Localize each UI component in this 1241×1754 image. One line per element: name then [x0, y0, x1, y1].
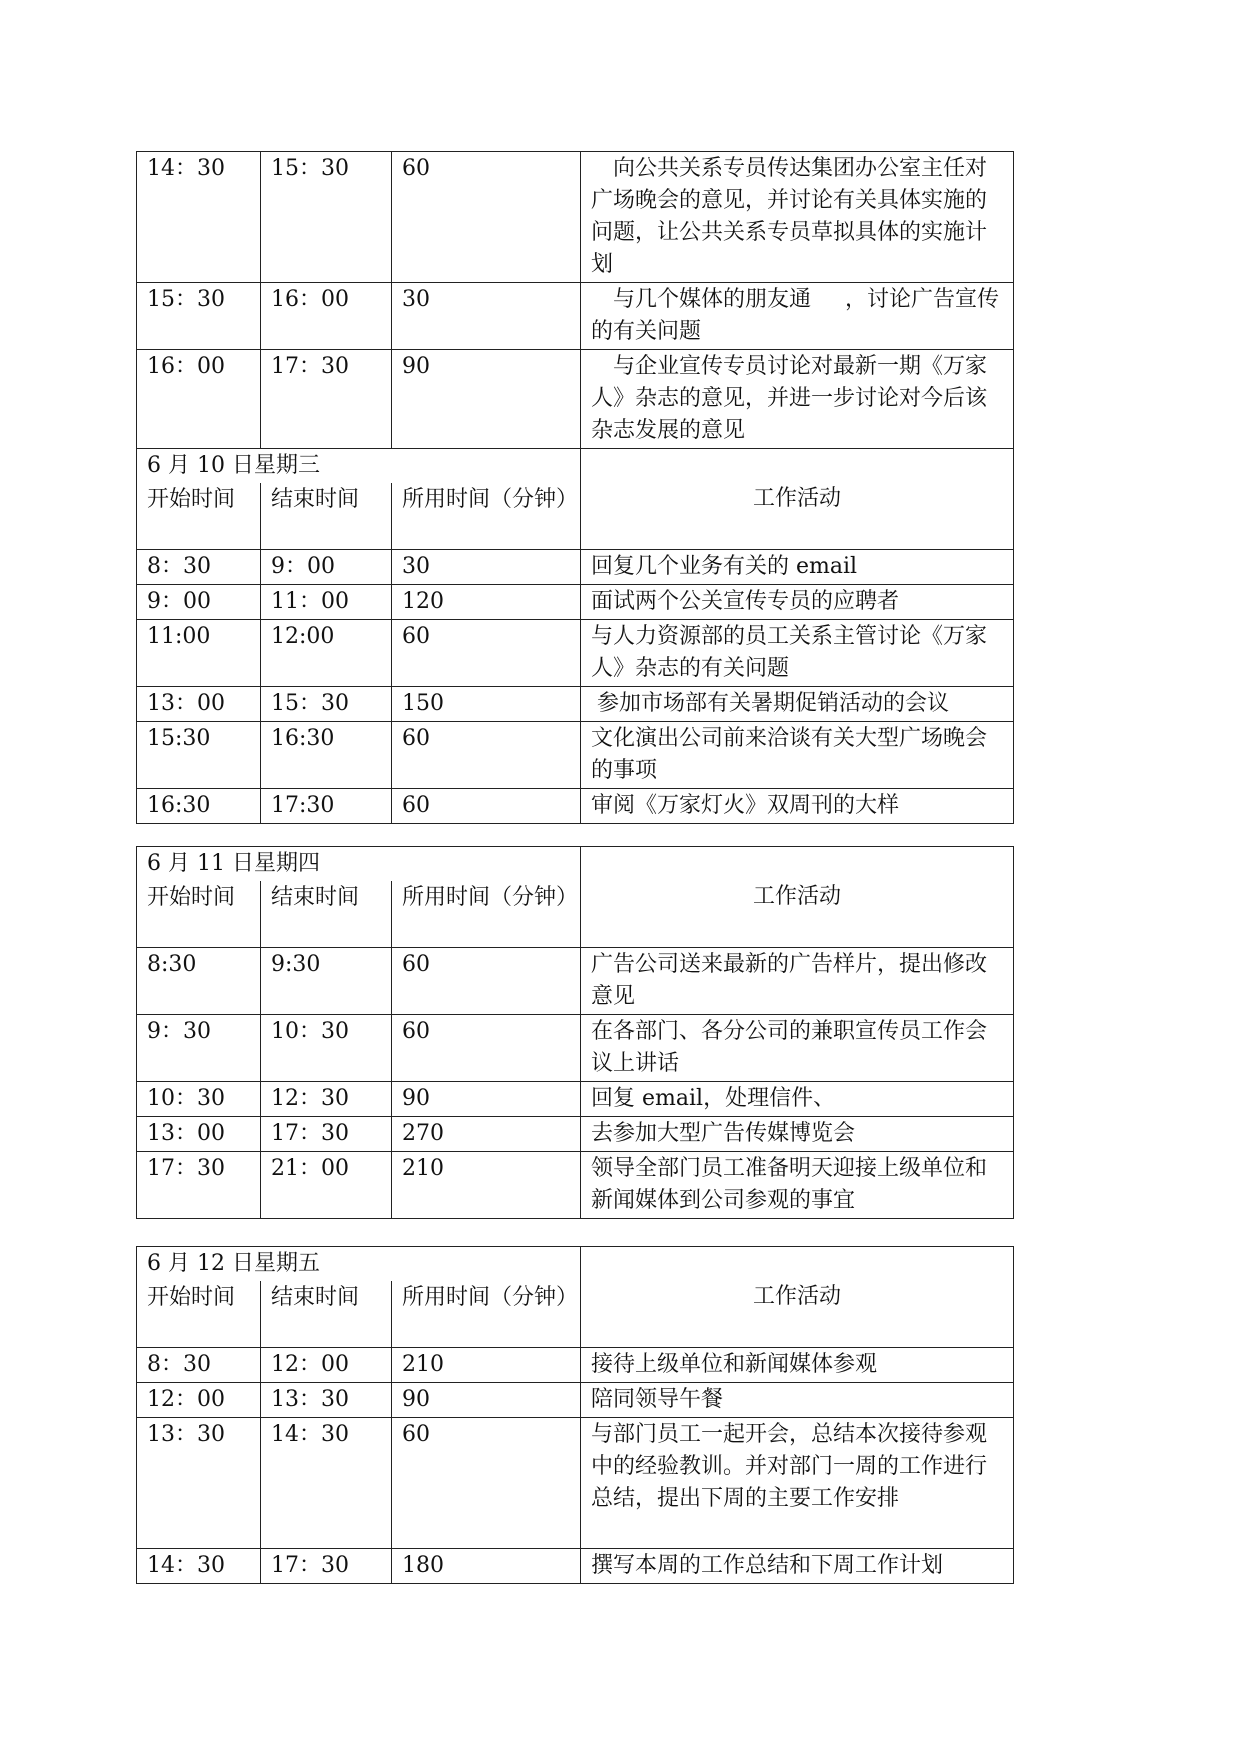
table-row — [137, 283, 1014, 350]
activity: 参加市场部有关暑期促销活动的会议 — [581, 686, 1014, 721]
activity: 广告公司送来最新的广告样片，提出修改意见 — [581, 947, 1014, 1014]
start-column-header: 开始时间 — [137, 483, 261, 549]
duration-minutes: 60 — [392, 1014, 581, 1081]
duration-minutes: 60 — [392, 619, 581, 686]
minutes-column-header: 所用时间（分钟） — [392, 483, 581, 549]
start-time: 17：30 — [137, 1151, 261, 1218]
start-time: 13：30 — [137, 1417, 261, 1548]
end-column-header: 结束时间 — [261, 483, 392, 549]
day-date: 6 月 12 日星期五 — [137, 1247, 581, 1282]
activity: 接待上级单位和新闻媒体参观 — [581, 1347, 1014, 1382]
start-time: 8：30 — [137, 549, 261, 584]
duration-minutes: 210 — [392, 1347, 581, 1382]
activity-part-a: 与几个媒体的朋友通 — [613, 287, 812, 312]
activity: 去参加大型广告传媒博览会 — [581, 1116, 1014, 1151]
end-time: 12:00 — [261, 619, 392, 686]
activity-part-b: ，讨论广告宣传的有关问题 — [591, 287, 1000, 344]
activity-column-header: 工作活动 — [581, 1247, 1014, 1348]
table-row — [137, 152, 1014, 283]
activity: 撰写本周的工作总结和下周工作计划 — [581, 1548, 1014, 1583]
end-column-header: 结束时间 — [261, 1281, 392, 1347]
day-date: 6 月 11 日星期四 — [137, 847, 581, 882]
table-row — [137, 721, 1014, 788]
start-time: 9：30 — [137, 1014, 261, 1081]
table-row — [137, 1417, 1014, 1548]
activity: 与人力资源部的员工关系主管讨论《万家人》杂志的有关问题 — [581, 619, 1014, 686]
duration-minutes: 270 — [392, 1116, 581, 1151]
duration-minutes: 180 — [392, 1548, 581, 1583]
duration-minutes: 30 — [392, 283, 581, 350]
activity: 文化演出公司前来洽谈有关大型广场晚会的事项 — [581, 721, 1014, 788]
activity: 与企业宣传专员讨论对最新一期《万家人》杂志的意见，并进一步讨论对今后该杂志发展的意见 — [581, 350, 1014, 449]
duration-minutes: 90 — [392, 1382, 581, 1417]
start-column-header: 开始时间 — [137, 881, 261, 947]
end-time: 17：30 — [261, 350, 392, 449]
end-column-header: 结束时间 — [261, 881, 392, 947]
activity: 在各部门、各分公司的兼职宣传员工作会议上讲话 — [581, 1014, 1014, 1081]
end-time: 11：00 — [261, 584, 392, 619]
start-time: 12：00 — [137, 1382, 261, 1417]
end-time: 17：30 — [261, 1116, 392, 1151]
activity: 向公共关系专员传达集团办公室主任对广场晚会的意见，并讨论有关具体实施的问题，让公共关系专员草拟具体的实施计划 — [581, 152, 1014, 283]
activity-column-header: 工作活动 — [581, 449, 1014, 550]
activity: 与部门员工一起开会，总结本次接待参观中的经验教训。并对部门一周的工作进行总结，提出下周的主要工作安排 — [581, 1417, 1014, 1548]
minutes-column-header: 所用时间（分钟） — [392, 1281, 581, 1347]
day-header-row — [137, 449, 1014, 484]
table-row — [137, 788, 1014, 823]
duration-minutes: 60 — [392, 1417, 581, 1548]
table-row — [137, 1548, 1014, 1583]
duration-minutes: 90 — [392, 350, 581, 449]
end-time: 14：30 — [261, 1417, 392, 1548]
start-time: 13：00 — [137, 686, 261, 721]
start-time: 9：00 — [137, 584, 261, 619]
duration-minutes: 60 — [392, 721, 581, 788]
table-row — [137, 1382, 1014, 1417]
end-time: 16:30 — [261, 721, 392, 788]
end-time: 12：30 — [261, 1081, 392, 1116]
day-date: 6 月 10 日星期三 — [137, 449, 581, 484]
duration-minutes: 150 — [392, 686, 581, 721]
duration-minutes: 120 — [392, 584, 581, 619]
start-time: 11:00 — [137, 619, 261, 686]
start-time: 15：30 — [137, 283, 261, 350]
table-row — [137, 584, 1014, 619]
activity: 面试两个公关宣传专员的应聘者 — [581, 584, 1014, 619]
table-row — [137, 549, 1014, 584]
start-time: 13：00 — [137, 1116, 261, 1151]
end-time: 10：30 — [261, 1014, 392, 1081]
start-time: 8:30 — [137, 947, 261, 1014]
end-time: 9：00 — [261, 549, 392, 584]
activity: 回复几个业务有关的 email — [581, 549, 1014, 584]
start-time: 16:30 — [137, 788, 261, 823]
end-time: 13：30 — [261, 1382, 392, 1417]
schedule-table-continued — [136, 151, 1014, 824]
duration-minutes: 90 — [392, 1081, 581, 1116]
start-time: 8：30 — [137, 1347, 261, 1382]
schedule-table-friday — [136, 1246, 1014, 1584]
day-header-row — [137, 847, 1014, 882]
table-row — [137, 947, 1014, 1014]
table-row — [137, 619, 1014, 686]
end-time: 9:30 — [261, 947, 392, 1014]
start-time: 15:30 — [137, 721, 261, 788]
activity: 回复 email，处理信件、 — [581, 1081, 1014, 1116]
day-header-row — [137, 1247, 1014, 1282]
schedule-table-thursday — [136, 846, 1014, 1219]
activity: 审阅《万家灯火》双周刊的大样 — [581, 788, 1014, 823]
start-column-header: 开始时间 — [137, 1281, 261, 1347]
activity: 领导全部门员工准备明天迎接上级单位和新闻媒体到公司参观的事宜 — [581, 1151, 1014, 1218]
end-time: 15：30 — [261, 686, 392, 721]
duration-minutes: 210 — [392, 1151, 581, 1218]
end-time: 17:30 — [261, 788, 392, 823]
table-row — [137, 1347, 1014, 1382]
table-row — [137, 1116, 1014, 1151]
duration-minutes: 60 — [392, 947, 581, 1014]
activity-column-header: 工作活动 — [581, 847, 1014, 948]
table-row — [137, 350, 1014, 449]
start-time: 10：30 — [137, 1081, 261, 1116]
start-time: 14：30 — [137, 152, 261, 283]
end-time: 21：00 — [261, 1151, 392, 1218]
duration-minutes: 60 — [392, 152, 581, 283]
end-time: 17：30 — [261, 1548, 392, 1583]
table-row — [137, 1151, 1014, 1218]
minutes-column-header: 所用时间（分钟） — [392, 881, 581, 947]
end-time: 16：00 — [261, 283, 392, 350]
activity: 陪同领导午餐 — [581, 1382, 1014, 1417]
end-time: 15：30 — [261, 152, 392, 283]
duration-minutes: 60 — [392, 788, 581, 823]
table-row — [137, 1081, 1014, 1116]
end-time: 12：00 — [261, 1347, 392, 1382]
duration-minutes: 30 — [392, 549, 581, 584]
start-time: 16：00 — [137, 350, 261, 449]
table-row — [137, 686, 1014, 721]
table-row — [137, 1014, 1014, 1081]
activity — [581, 283, 1014, 350]
start-time: 14：30 — [137, 1548, 261, 1583]
